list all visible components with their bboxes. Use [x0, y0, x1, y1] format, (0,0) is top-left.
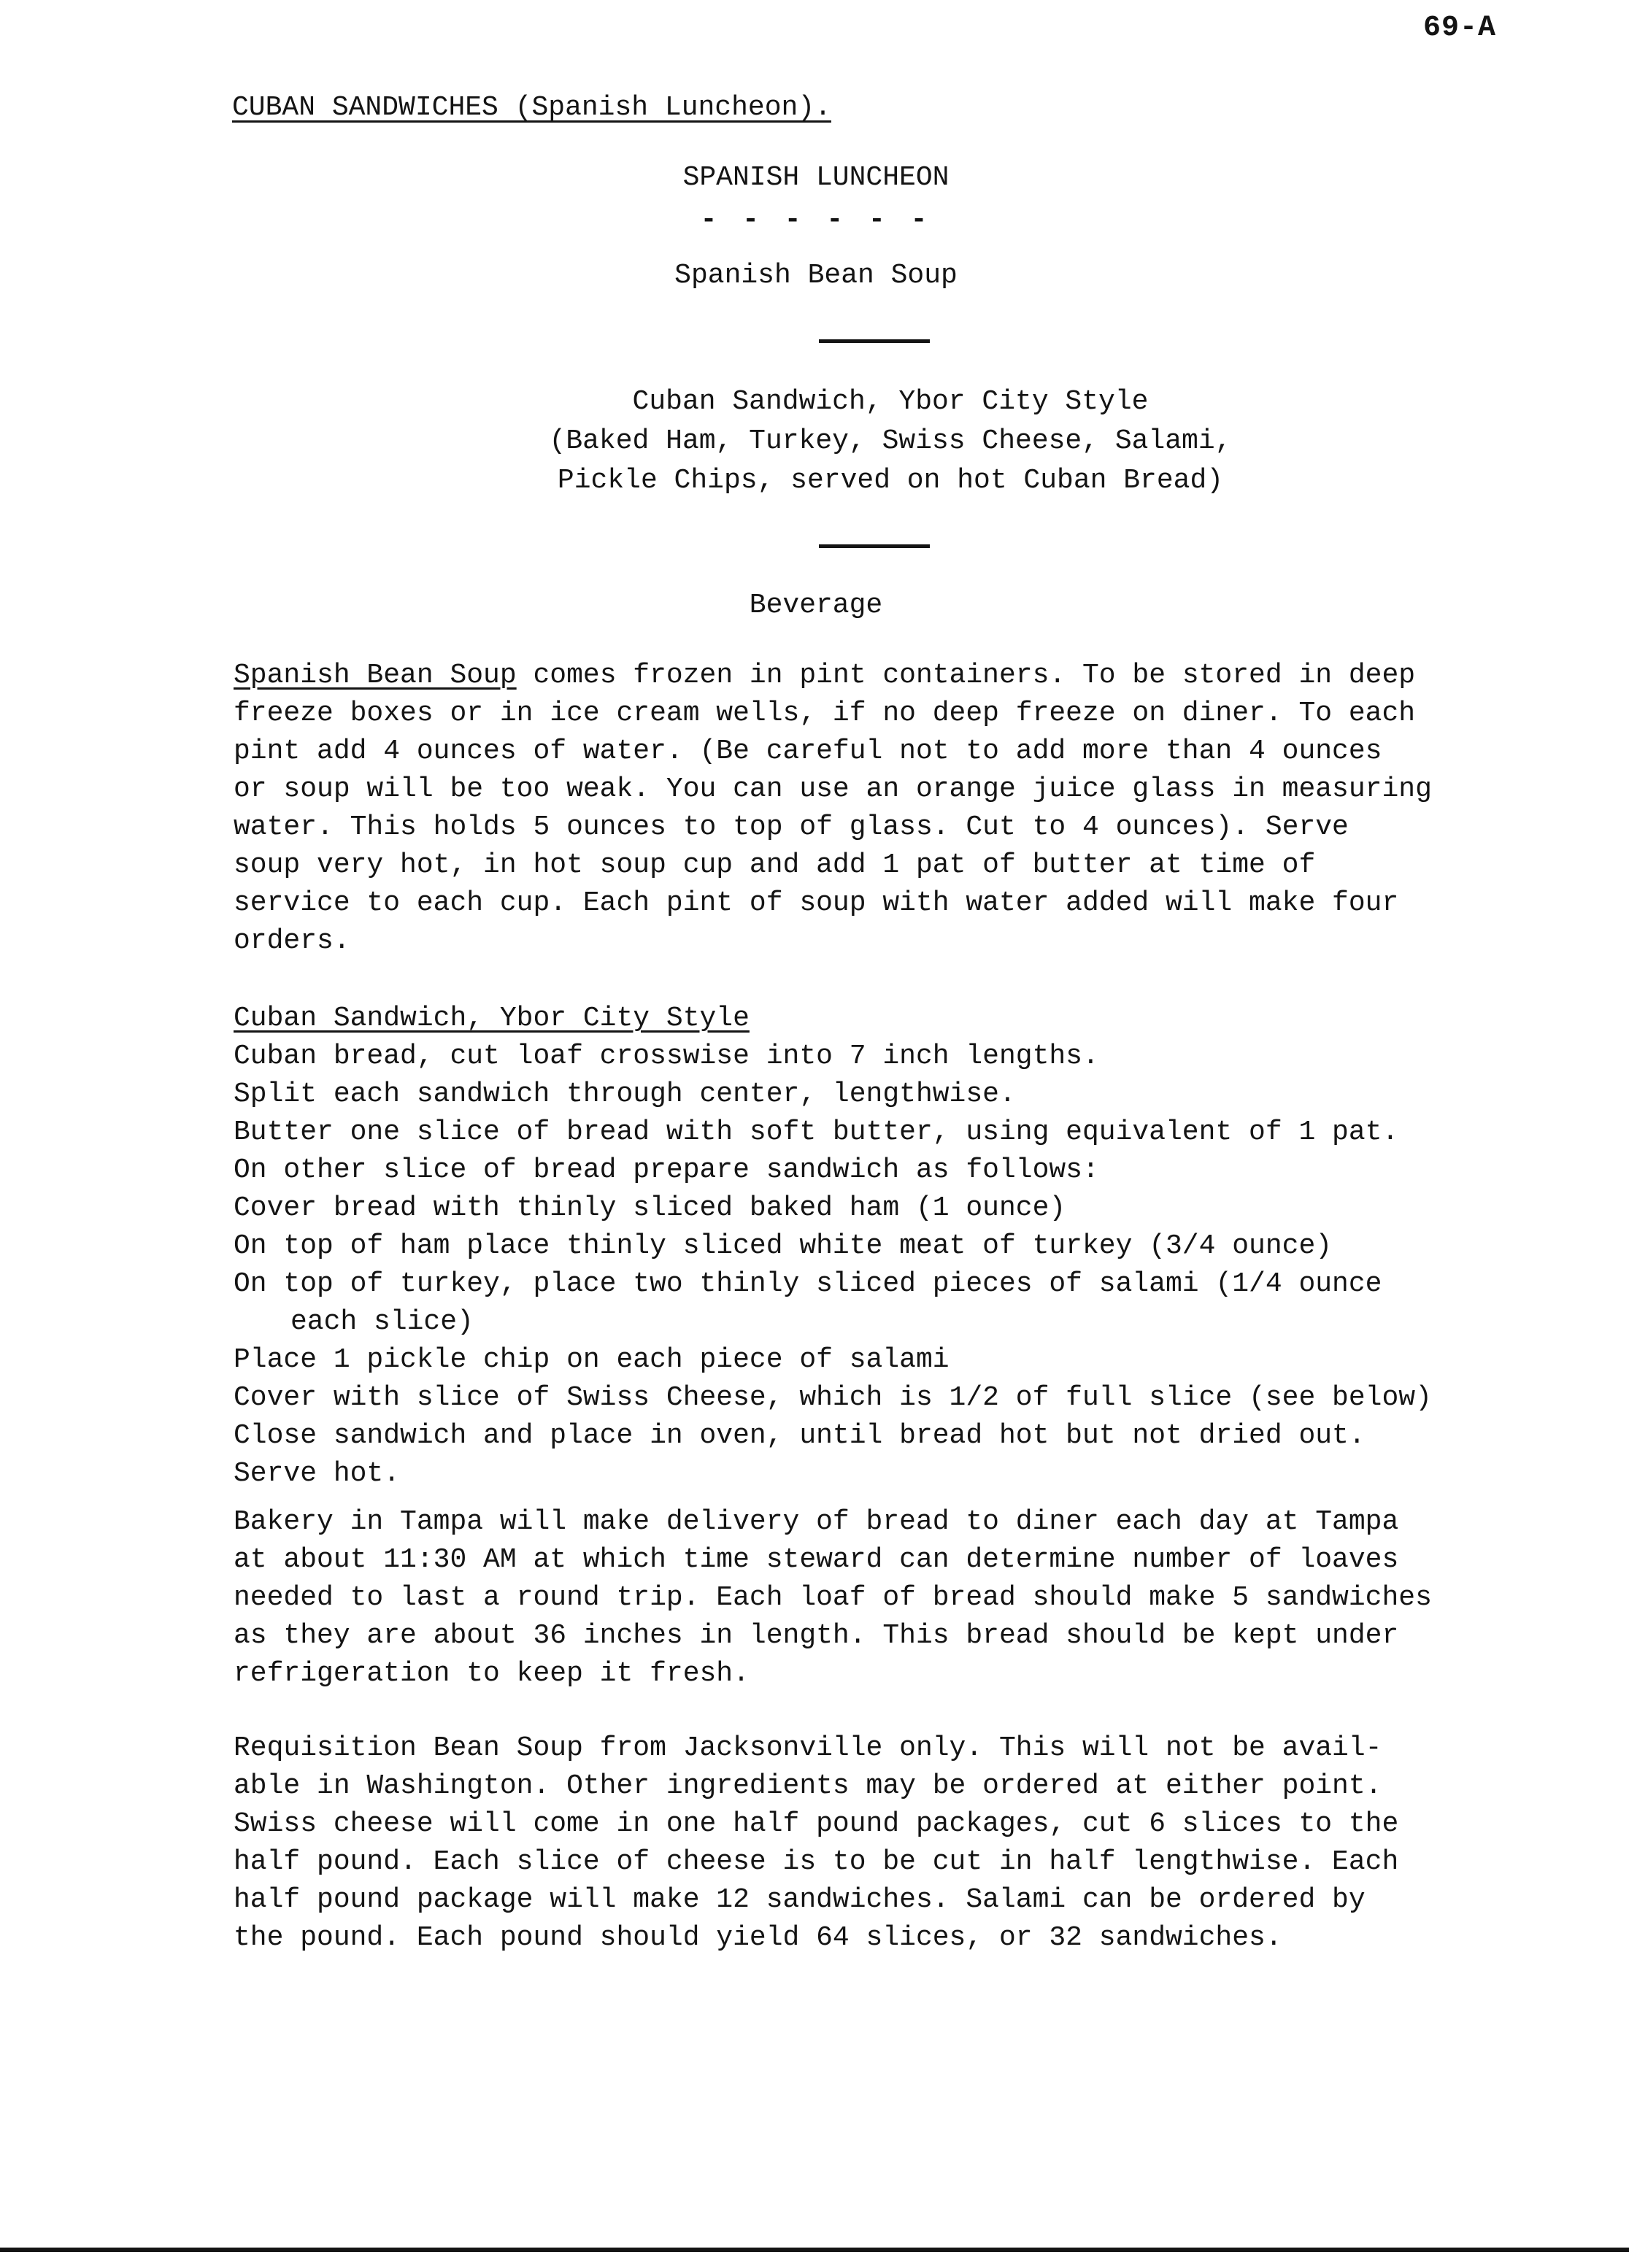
text-line: [234, 657, 1606, 695]
bakery-paragraph: [234, 1503, 1606, 1693]
text-line: able in Washington. Other ingredients may be ordered at either point.: [234, 1770, 1382, 1802]
text-line: On top of turkey, place two thinly sliced pieces of salami (1/4 ounce: [234, 1268, 1382, 1300]
text-line: Place 1 pickle chip on each piece of salami: [234, 1344, 950, 1376]
page-bottom-edge: [0, 2248, 1629, 2252]
text-line: Bakery in Tampa will make delivery of bread to diner each day at Tampa: [234, 1506, 1399, 1538]
menu-sandwich-line: Pickle Chips, served on hot Cuban Bread): [557, 465, 1224, 496]
text-line: half pound package will make 12 sandwiches. Salami can be ordered by: [234, 1884, 1366, 1916]
text-line: needed to last a round trip. Each loaf of bread should make 5 sandwiches: [234, 1582, 1432, 1613]
menu-separator: - - - - - -: [700, 204, 932, 236]
text-line: half pound. Each slice of cheese is to be cut in half lengthwise. Each: [234, 1846, 1399, 1878]
requisition-paragraph: [234, 1729, 1606, 1957]
text-line: On other slice of bread prepare sandwich as follows:: [234, 1154, 1099, 1186]
text-line: the pound. Each pound should yield 64 slices, or 32 sandwiches.: [234, 1922, 1282, 1953]
menu-soup-item: Spanish Bean Soup: [674, 260, 958, 291]
text-line: refrigeration to keep it fresh.: [234, 1658, 750, 1689]
text-line: as they are about 36 inches in length. This bread should be kept under: [234, 1620, 1399, 1651]
text-line: Cover with slice of Swiss Cheese, which is 1/2 of full slice (see below): [234, 1382, 1432, 1413]
text-line: Split each sandwich through center, lengthwise.: [234, 1079, 1016, 1110]
menu-sandwich-item: [489, 382, 1292, 501]
text-line: Cuban bread, cut loaf crosswise into 7 inch lengths.: [234, 1041, 1099, 1072]
text-line: pint add 4 ounces of water. (Be careful not to add more than 4 ounces: [234, 736, 1382, 767]
text-line: Cover bread with thinly sliced baked ham (1 ounce): [234, 1192, 1066, 1224]
text-line: at about 11:30 AM at which time steward can determine number of loaves: [234, 1544, 1399, 1575]
page-heading: CUBAN SANDWICHES (Spanish Luncheon).: [232, 92, 831, 123]
text-line: Swiss cheese will come in one half pound packages, cut 6 slices to the: [234, 1808, 1399, 1840]
menu-divider: [819, 339, 930, 343]
text-line-content: comes frozen in pint containers. To be stored in deep: [516, 660, 1416, 691]
text-line: soup very hot, in hot soup cup and add 1 pat of butter at time of: [234, 849, 1316, 881]
menu-beverage-item: Beverage: [749, 590, 883, 621]
menu-sandwich-line: Cuban Sandwich, Ybor City Style: [632, 386, 1149, 417]
menu-sandwich-line: (Baked Ham, Turkey, Swiss Cheese, Salami,: [549, 425, 1232, 457]
page-number: 69-A: [1423, 12, 1497, 45]
text-line: Close sandwich and place in oven, until bread hot but not dried out.: [234, 1420, 1366, 1451]
text-line: each slice): [290, 1306, 474, 1338]
sandwich-instructions: [234, 1000, 1606, 1493]
menu-title: SPANISH LUNCHEON: [682, 162, 950, 193]
text-line: On top of ham place thinly sliced white meat of turkey (3/4 ounce): [234, 1230, 1333, 1262]
text-line: Serve hot.: [234, 1458, 401, 1489]
soup-instructions: [234, 657, 1606, 960]
text-line: Requisition Bean Soup from Jacksonville only. This will not be avail-: [234, 1732, 1382, 1764]
text-line: freeze boxes or in ice cream wells, if no deep freeze on diner. To each: [234, 698, 1416, 729]
sandwich-section-label: Cuban Sandwich, Ybor City Style: [234, 1003, 750, 1034]
text-line: or soup will be too weak. You can use an orange juice glass in measuring: [234, 774, 1432, 805]
menu-divider: [819, 544, 930, 548]
text-line: water. This holds 5 ounces to top of glass. Cut to 4 ounces). Serve: [234, 811, 1349, 843]
text-line: service to each cup. Each pint of soup with water added will make four: [234, 887, 1399, 919]
text-line: orders.: [234, 925, 350, 957]
soup-section-label: Spanish Bean Soup: [234, 660, 517, 691]
text-line: Butter one slice of bread with soft butter, using equivalent of 1 pat.: [234, 1116, 1399, 1148]
